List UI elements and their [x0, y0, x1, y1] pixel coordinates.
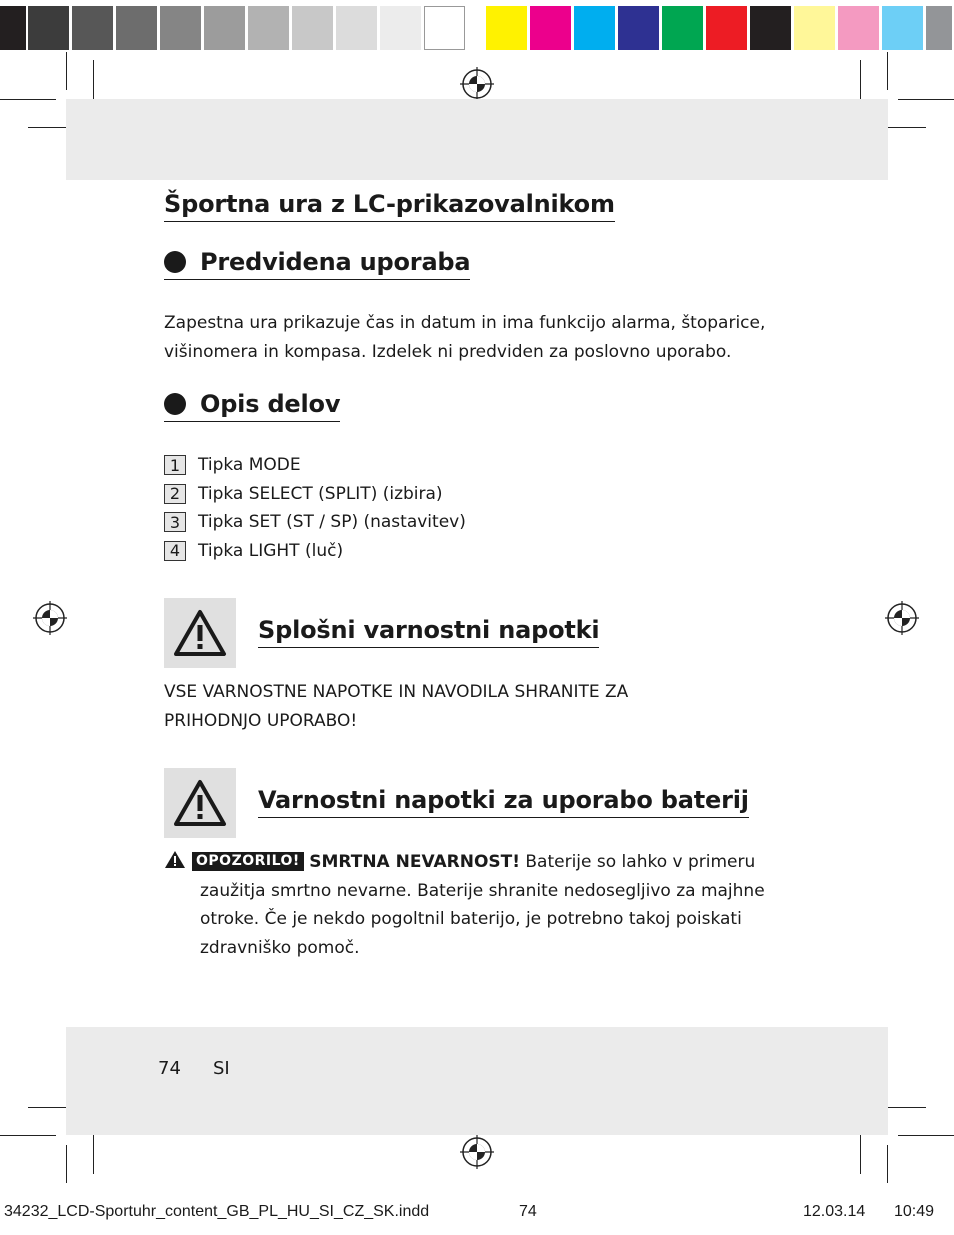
slug-filename: 34232_LCD-Sportuhr_content_GB_PL_HU_SI_CZ_SK.indd [4, 1203, 430, 1220]
gray-swatch [424, 6, 465, 50]
page-title: Športna ura z LC-prikazovalnikom [164, 190, 615, 222]
text-line: zdravniško pomoč. [200, 937, 360, 958]
section-heading-intended-use [164, 248, 470, 280]
crop-mark [66, 52, 67, 90]
gray-swatch [248, 6, 289, 50]
gray-swatch [116, 6, 157, 50]
intended-use-text [164, 309, 804, 366]
part-label: Tipka MODE [198, 455, 301, 476]
crop-mark [898, 99, 954, 100]
section-heading-label: Opis delov [200, 390, 341, 418]
warning-triangle-icon [172, 608, 228, 658]
registration-mark-icon [885, 601, 919, 635]
slug-date: 12.03.14 [803, 1203, 866, 1220]
list-item [164, 451, 466, 480]
registration-mark-icon [33, 601, 67, 635]
text-line: PRIHODNJO UPORABO! [164, 710, 358, 731]
text-line: Zapestna ura prikazuje čas in datum in ima funkcijo alarma, štoparice, [164, 313, 766, 333]
gray-swatch [336, 6, 377, 50]
danger-label: SMRTNA NEVARNOST! [309, 852, 520, 872]
warning-small-icon [164, 850, 186, 869]
language-code: SI [213, 1058, 230, 1079]
gray-swatch [28, 6, 69, 50]
header-panel [66, 99, 888, 180]
crop-mark [898, 1135, 954, 1136]
section-heading-parts [164, 390, 340, 422]
text-line: otroke. Če je nekdo pogoltnil baterijo, je potrebno takoj poiskati [200, 909, 742, 929]
color-swatch [838, 6, 879, 50]
crop-mark [887, 1145, 888, 1183]
text-line: višinomera in kompasa. Izdelek ni predviden za poslovno uporabo. [164, 341, 732, 362]
gray-swatch [72, 6, 113, 50]
registration-mark-icon [460, 1135, 494, 1169]
section-heading-general-safety: Splošni varnostni napotki [258, 616, 599, 648]
footer-panel [66, 1027, 888, 1135]
text-fragment: Baterije so lahko v primeru [525, 852, 756, 872]
part-number-badge: 2 [164, 484, 186, 504]
crop-mark [93, 1130, 94, 1174]
gray-swatch [160, 6, 201, 50]
warning-badge: OPOZORILO! [192, 852, 304, 871]
gray-swatch [0, 6, 26, 50]
gray-swatch [204, 6, 245, 50]
part-number-badge: 3 [164, 512, 186, 532]
warning-box [164, 598, 236, 668]
crop-mark [93, 60, 94, 104]
part-label: Tipka LIGHT (luč) [198, 540, 344, 561]
section-heading-battery-safety: Varnostni napotki za uporabo baterij [258, 786, 749, 818]
color-swatch [794, 6, 835, 50]
color-swatch [662, 6, 703, 50]
part-label: Tipka SELECT (SPLIT) (izbira) [198, 483, 443, 504]
color-swatch [926, 6, 952, 50]
part-label: Tipka SET (ST / SP) (nastavitev) [198, 512, 466, 533]
list-item [164, 537, 466, 566]
gray-swatch [292, 6, 333, 50]
general-safety-text [164, 678, 764, 735]
color-swatch [574, 6, 615, 50]
color-swatch [530, 6, 571, 50]
color-swatch [706, 6, 747, 50]
bullet-icon [164, 393, 186, 415]
crop-mark [860, 60, 861, 104]
text-line [164, 848, 804, 877]
section-heading-label: Predvidena uporaba [200, 248, 471, 276]
warning-box [164, 768, 236, 838]
page-number: 74 [158, 1058, 181, 1079]
gray-swatch [380, 6, 421, 50]
crop-mark [887, 52, 888, 90]
color-swatch [882, 6, 923, 50]
crop-mark [860, 1130, 861, 1174]
text-line: zaužitja smrtno nevarne. Baterije shranite nedosegljivo za majhne [200, 880, 765, 901]
color-swatch [486, 6, 527, 50]
parts-list [164, 451, 466, 565]
text-line: VSE VARNOSTNE NAPOTKE IN NAVODILA SHRANITE ZA [164, 682, 629, 702]
list-item [164, 508, 466, 537]
slug-time: 10:49 [894, 1203, 935, 1220]
part-number-badge: 1 [164, 455, 186, 475]
warning-triangle-icon [172, 778, 228, 828]
color-swatch [618, 6, 659, 50]
registration-mark-icon [460, 67, 494, 101]
slug-page: 74 [519, 1203, 537, 1220]
crop-mark [0, 1135, 56, 1136]
bullet-icon [164, 251, 186, 273]
part-number-badge: 4 [164, 541, 186, 561]
list-item [164, 480, 466, 509]
color-swatch [750, 6, 791, 50]
crop-mark [66, 1145, 67, 1183]
crop-mark [0, 99, 56, 100]
battery-warning-text [164, 848, 804, 962]
